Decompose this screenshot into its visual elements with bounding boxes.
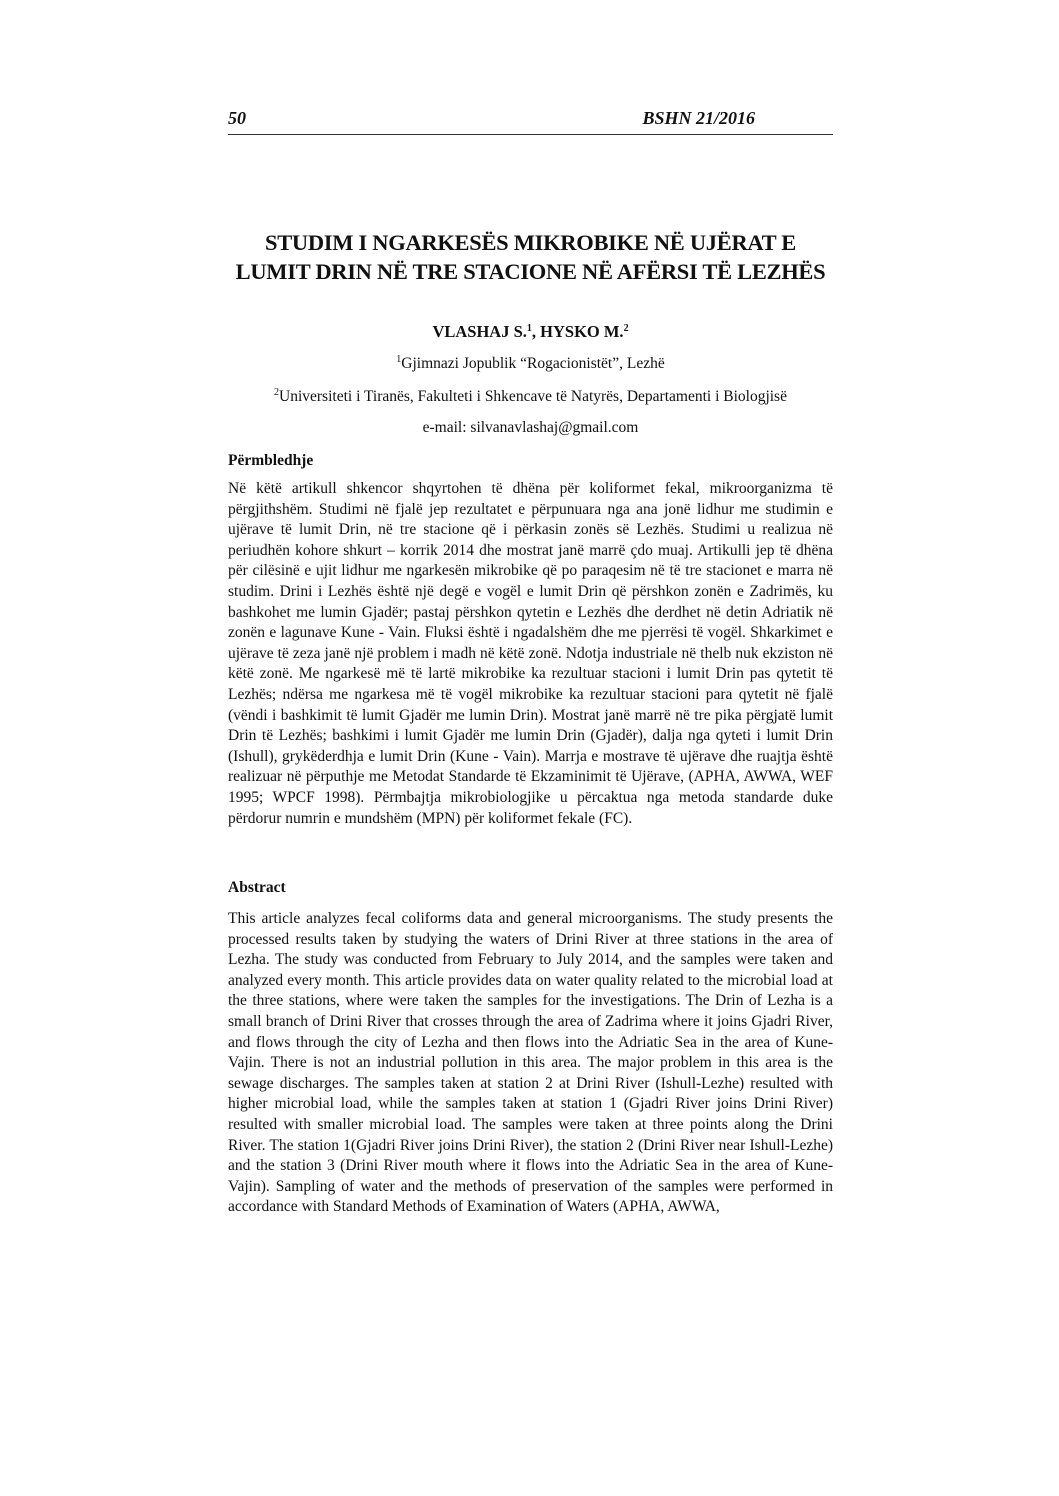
affiliation-2-mark: 2 [274, 387, 280, 398]
permbledhje-paragraph: Në këtë artikull shkencor shqyrtohen të dhëna për koliformet fekal, mikroorganizma të përgjithshëm. Studimi në fjalë jep rezultatet e përpunuara nga ana jonë lidhur me studimin e ujërave të lumit Drin, në tre stacione që i përkasin zonës së Lezhës. Studimi u realizua në periudhën kohore shkurt – korrik 2014 dhe mostrat janë marrë çdo muaj. Artikulli jep të dhëna për cilësinë e ujit lidhur me ngarkesën mikrobike që po paraqesim në të tre stacionet e marra në studim. Drini i Lezhës është një degë e vogël e lumit Drin që përshkon zonën e Zadrimës, ku bashkohet me lumin Gjadër; pastaj përshkon qytetin e Lezhës dhe derdhet në detin Adriatik në zonën e lagunave Kune - Vain. Fluksi është i ngadalshëm dhe me pjerrësi të vogël. Shkarkimet e ujërave të zeza janë një problem i madh në këtë zonë. Ndotja industriale në thelb nuk ekziston në këtë zonë. Me ngarkesë më të lartë mikrobike ka rezultuar stacioni i lumit Drin pas qytetit të Lezhës; ndërsa me ngarkesa më të vogël mikrobike ka rezultuar stacioni para qytetit në fjalë (vëndi i bashkimit të lumit Gjadër me lumin Drin). Mostrat janë marrë në tre pika përgjatë lumit Drin të Lezhës; bashkimi i lumit Gjadër me lumin Drin (Gjadër), dalja nga qyteti i lumit Drin (Ishull), grykëderdhja e lumit Drin (Kune - Vain). Marrja e mostrave të ujërave dhe ruajtja është realizuar në përputhje me Metodat Standarde të Ekzaminimit të Ujërave, (APHA, AWWA, WEF 1995; WPCF 1998). Përmbajtja mikrobiologjike u përcaktua nga metoda standarde duke përdorur numrin e mundshëm (MPN) për koliformet fekale (FC). [228, 480, 833, 827]
author-1-affiliation-mark: 1 [526, 323, 532, 334]
author-separator: , [531, 322, 541, 341]
affiliation-1 [228, 354, 833, 373]
affiliation-2 [228, 387, 833, 406]
abstract-heading: Abstract [228, 879, 286, 896]
journal-reference: BSHN 21/2016 [642, 108, 755, 128]
affiliation-2-text: Universiteti i Tiranës, Fakulteti i Shkencave të Natyrës, Departamenti i Biologjisë [279, 388, 787, 405]
abstract-paragraph: This article analyzes fecal coliforms data and general microorganisms. The study presents the processed results taken by studying the waters of Drini River at three stations in the area of Lezha. The study was conducted from February to July 2014, and the samples were taken and analyzed every month. This article provides data on water quality related to the microbial load at the three stations, where were taken the samples for the investigations. The Drin of Lezha is a small branch of Drini River that crosses through the area of Zadrima where it joins Gjadri River, and flows through the city of Lezha and then flows into the Adriatic Sea in the area of Kune-Vajin. There is not an industrial pollution in this area. The major problem in this area is the sewage discharges. The samples taken at station 2 at Drini River (Ishull-Lezhe) resulted with higher microbial load, while the samples taken at station 1 (Gjadri River joins Drini River) resulted with smaller microbial load. The samples were taken at three points along the Drini River. The station 1(Gjadri River joins Drini River), the station 2 (Drini River near Ishull-Lezhe) and the station 3 (Drini River mouth where it flows into the Adriatic Sea in the area of Kune-Vajin). Sampling of water and the methods of preservation of the samples were performed in accordance with Standard Methods of Examination of Waters (APHA, AWWA, [228, 910, 833, 1216]
author-2: HYSKO M. [540, 322, 624, 341]
page-number: 50 [228, 108, 246, 128]
author-1: VLASHAJ S. [432, 322, 527, 341]
affiliation-1-mark: 1 [396, 354, 402, 365]
author-line [228, 322, 833, 342]
author-email: e-mail: silvanavlashaj@gmail.com [422, 419, 639, 436]
paper-title: STUDIM I NGARKESËS MIKROBIKE NË UJËRAT E LUMIT DRIN NË TRE STACIONE NË AFËRSI TË LEZHËS [235, 230, 826, 284]
affiliation-1-text: Gjimnazi Jopublik “Rogacionistët”, Lezhë [401, 355, 665, 372]
running-header [228, 108, 833, 135]
permbledhje-heading: Përmbledhje [228, 452, 314, 469]
author-2-affiliation-mark: 2 [623, 323, 629, 334]
